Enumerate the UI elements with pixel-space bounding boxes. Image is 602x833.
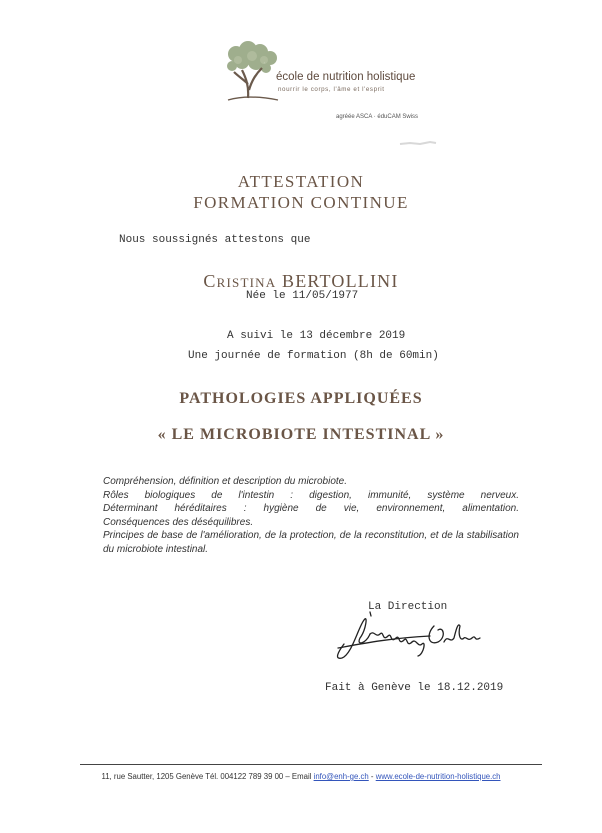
content-item: Conséquences des déséquilibres. <box>103 516 254 528</box>
content-item: Déterminant héréditaires : hygiène de vie, environnement, alimentation. <box>103 503 519 515</box>
email-link[interactable]: info@enh-ge.ch <box>313 772 369 781</box>
handwritten-signature <box>330 608 490 664</box>
training-duration: Une journée de formation (8h de 60min) <box>188 350 439 362</box>
recipient-name <box>0 271 602 292</box>
footer-divider <box>80 764 542 765</box>
course-title: PATHOLOGIES APPLIQUÉES <box>179 390 423 407</box>
recipient-last-name: BERTOLLINI <box>282 271 399 291</box>
signature-label: La Direction <box>368 601 448 613</box>
document-title: ATTESTATION <box>237 172 365 191</box>
place-and-date: Fait à Genève le 18.12.2019 <box>325 682 504 694</box>
website-link[interactable]: www.ecole-de-nutrition-holistique.ch <box>375 772 501 781</box>
course-content <box>103 475 519 557</box>
accreditation-text: agréée ASCA · éduCAM Swiss <box>336 114 419 120</box>
school-name: école de nutrition holistique <box>276 71 416 83</box>
content-item: Compréhension, définition et description du microbiote. <box>103 476 348 487</box>
content-item: Principes de base de l'amélioration, de la protection, de la reconstitution, et de la stabilisation du microbiote intestinal. <box>103 530 519 555</box>
recipient-first-name: Cristina <box>203 271 277 291</box>
tree-logo-icon <box>222 40 282 104</box>
faint-stamp-mark <box>398 140 438 146</box>
course-subtitle: « LE MICROBIOTE INTESTINAL » <box>157 426 445 443</box>
training-date: A suivi le 13 décembre 2019 <box>227 330 406 342</box>
school-tagline: nourrir le corps, l'âme et l'esprit <box>278 86 385 93</box>
footer-address: 11, rue Sautter, 1205 Genève Tél. 004122 789 39 00 – Email <box>101 772 314 781</box>
footer-contact <box>0 772 602 781</box>
intro-text: Nous soussignés attestons que <box>119 234 311 246</box>
birth-date: Née le 11/05/1977 <box>246 290 359 302</box>
footer-separator: - <box>368 772 376 781</box>
document-subtitle: FORMATION CONTINUE <box>193 193 409 212</box>
content-item: Rôles biologiques de l'intestin : digestion, immunité, système nerveux. <box>103 489 519 501</box>
